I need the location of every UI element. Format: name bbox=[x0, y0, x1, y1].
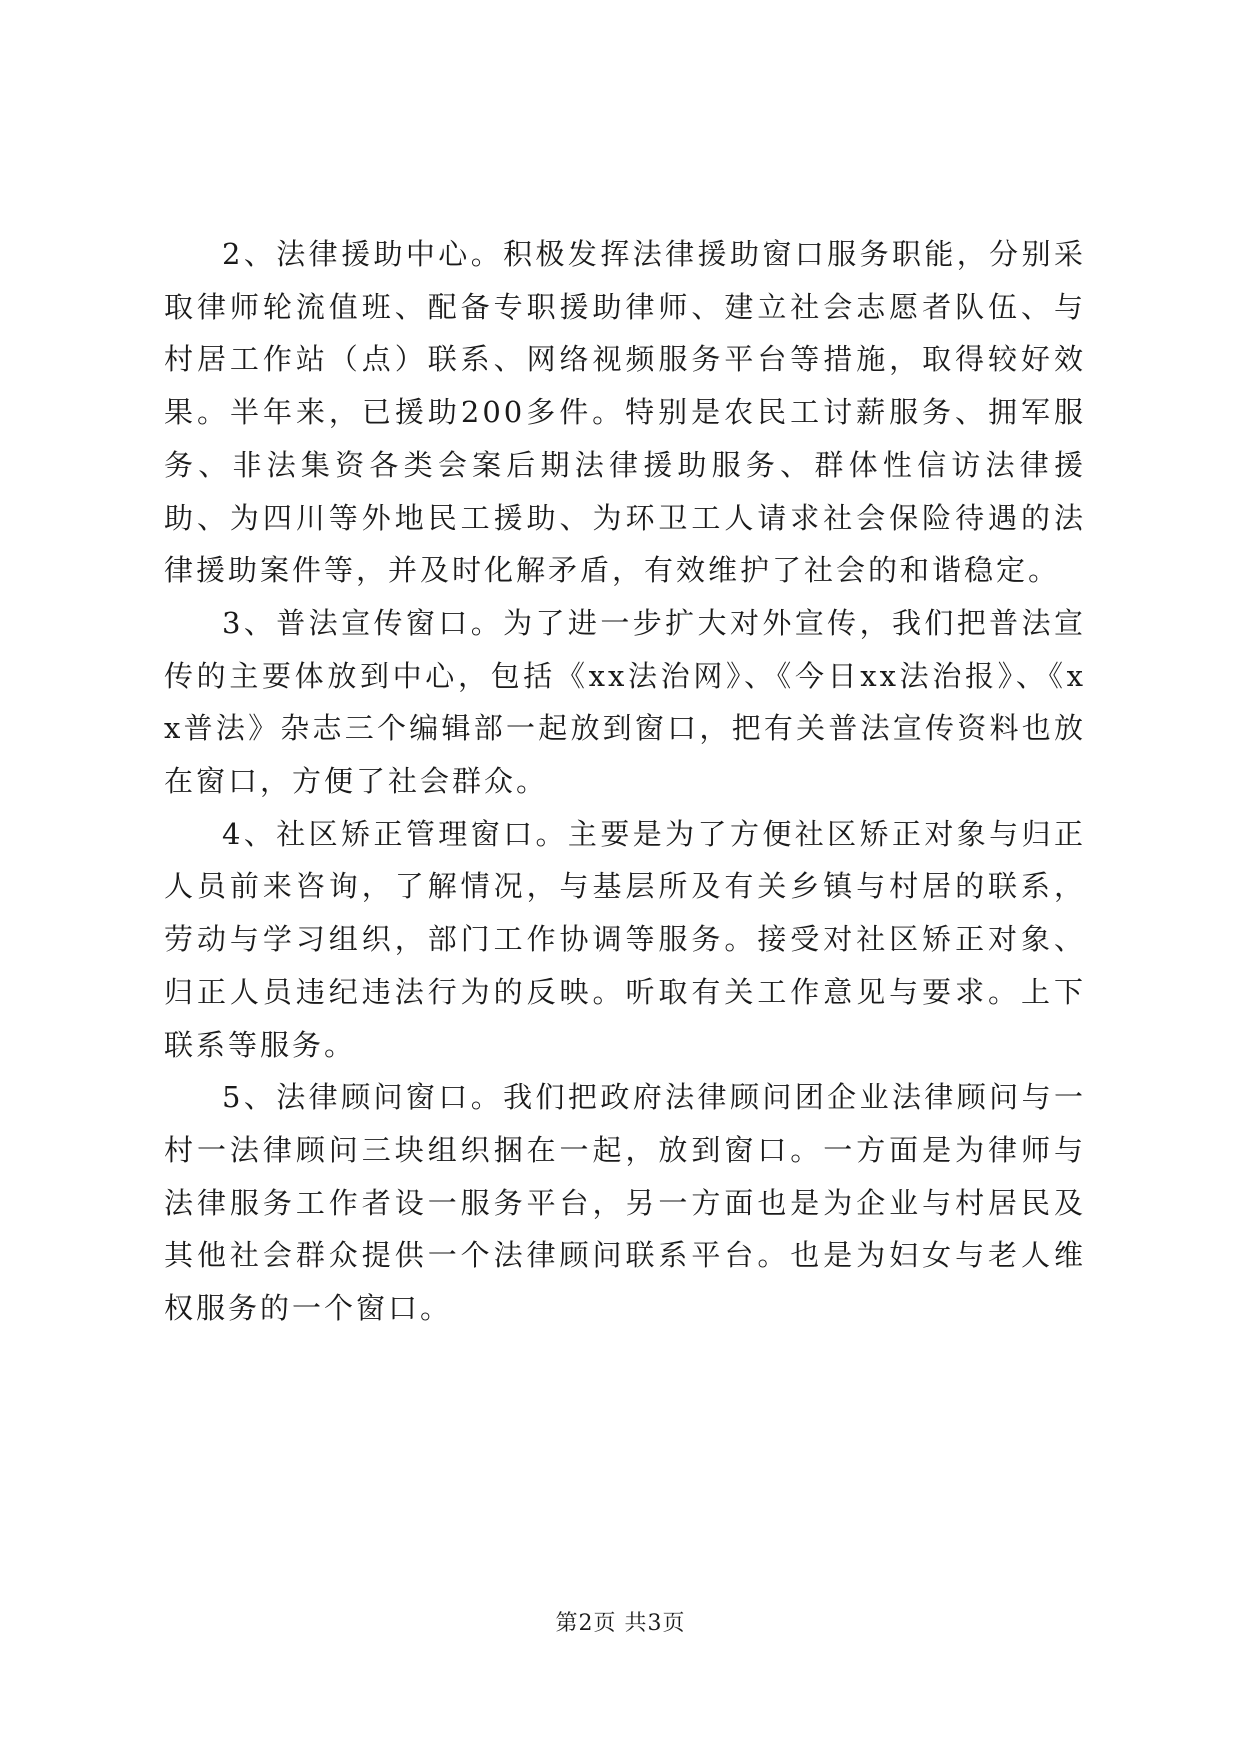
paragraph-legal-advisor-window: 5、法律顾问窗口。我们把政府法律顾问团企业法律顾问与一村一法律顾问三块组织捆在一起，放到窗口。一方面是为律师与法律服务工作者设一服务平台，另一方面也是为企业与村居民及其他社会群众提供一个法律顾问联系平台。也是为妇女与老人维权服务的一个窗口。 bbox=[164, 1080, 1086, 1326]
paragraph-legal-publicity-window: 3、普法宣传窗口。为了进一步扩大对外宣传，我们把普法宣传的主要体放到中心，包括《xx法治网》、《今日xx法治报》、《xx普法》杂志三个编辑部一起放到窗口，把有关普法宣传资料也放在窗口，方便了社会群众。 bbox=[164, 605, 1086, 799]
document-body bbox=[164, 228, 1086, 1335]
paragraph-legal-aid-center: 2、法律援助中心。积极发挥法律援助窗口服务职能，分别采取律师轮流值班、配备专职援助律师、建立社会志愿者队伍、与村居工作站（点）联系、网络视频服务平台等措施，取得较好效果。半年来，已援助200多件。特别是农民工讨薪服务、拥军服务、非法集资各类会案后期法律援助服务、群体性信访法律援助、为四川等外地民工援助、为环卫工人请求社会保险待遇的法律援助案件等，并及时化解矛盾，有效维护了社会的和谐稳定。 bbox=[164, 237, 1086, 588]
page-footer: 第2页 共3页 bbox=[555, 1611, 686, 1636]
paragraph-community-correction-window: 4、社区矫正管理窗口。主要是为了方便社区矫正对象与归正人员前来咨询，了解情况，与基层所及有关乡镇与村居的联系，劳动与学习组织，部门工作协调等服务。接受对社区矫正对象、归正人员违纪违法行为的反映。听取有关工作意见与要求。上下联系等服务。 bbox=[164, 816, 1086, 1062]
